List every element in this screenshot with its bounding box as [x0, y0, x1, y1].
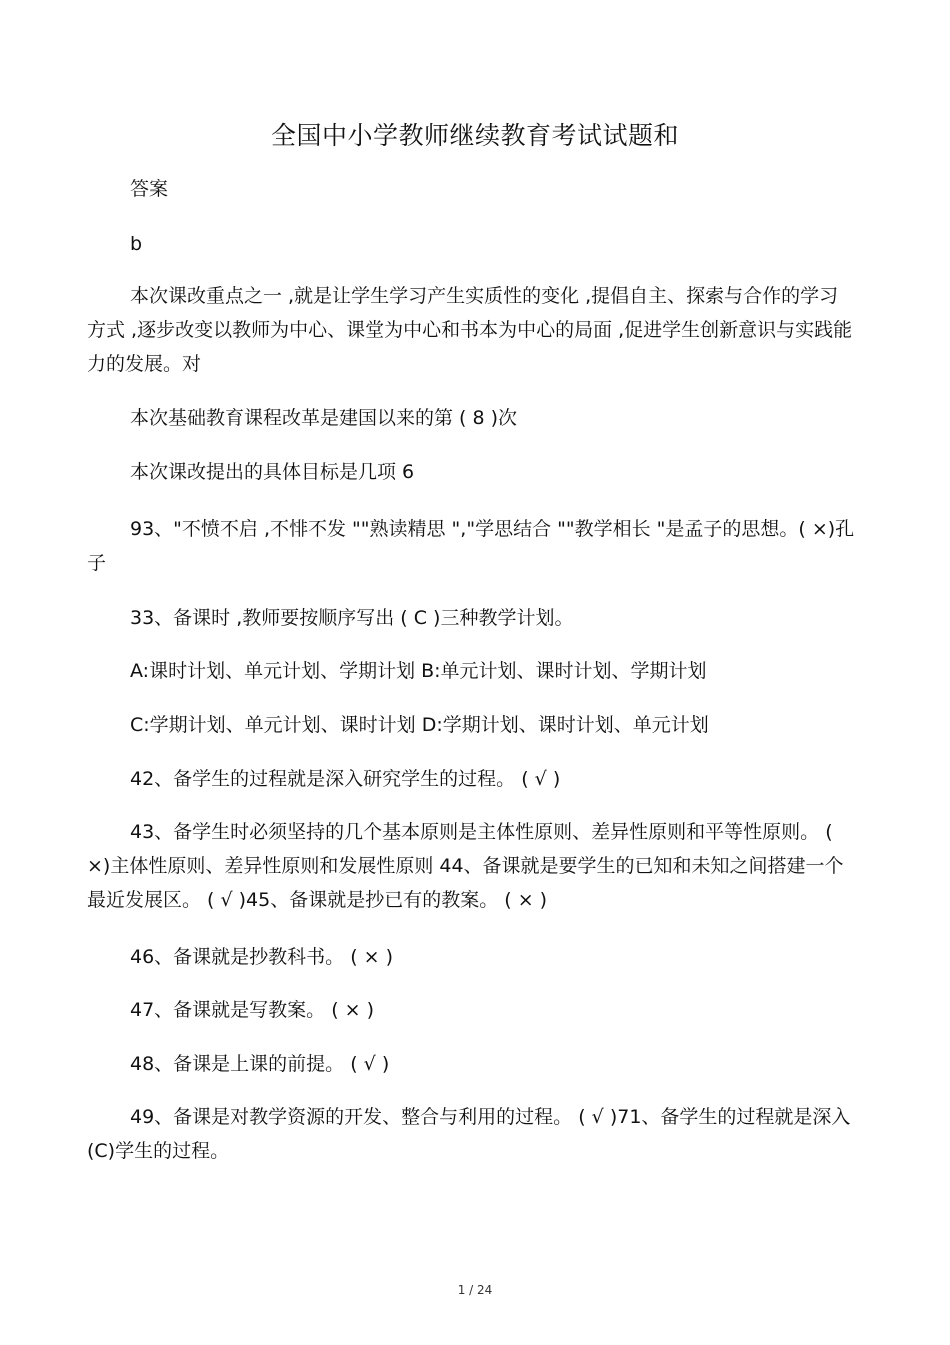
paragraph-curriculum-reform: 本次课改重点之一 ,就是让学生学习产生实质性的变化 ,提倡自主、探索与合作的学习方式 ,逐步改变以教师为中心、课堂为中心和书本为中心的局面 ,促进学生创新意识与实践能力的发展。对 — [87, 285, 853, 375]
document-subtitle: 答案 — [130, 178, 169, 200]
paragraph-question-47: 47、备课就是写教案。 ( × ) — [130, 999, 375, 1021]
document-title: 全国中小学教师继续教育考试试题和 — [270, 121, 679, 150]
paragraph-reform-count: 本次基础教育课程改革是建国以来的第 ( 8 )次 — [130, 407, 518, 429]
paragraph-question-93: 93、"不愤不启 ,不悱不发 ""熟读精思 ","学思结合 ""教学相长 "是孟子的思想。( ×)孔子 — [87, 518, 855, 574]
page-indicator: 1 / 24 — [457, 1283, 493, 1297]
paragraph-question-48: 48、备课是上课的前提。 ( √ ) — [130, 1053, 390, 1075]
paragraph-questions-49-71: 49、备课是对教学资源的开发、整合与利用的过程。 ( √ )71、备学生的过程就是深入 (C)学生的过程。 — [87, 1106, 851, 1162]
question-33-options-ab: A:课时计划、单元计划、学期计划 B:单元计划、课时计划、学期计划 — [130, 660, 707, 682]
paragraph-question-42: 42、备学生的过程就是深入研究学生的过程。 ( √ ) — [130, 768, 561, 790]
question-33-options-cd: C:学期计划、单元计划、课时计划 D:学期计划、课时计划、单元计划 — [130, 714, 709, 736]
paragraph-questions-43-45: 43、备学生时必须坚持的几个基本原则是主体性原则、差异性原则和平等性原则。 ( ×)主体性原则、差异性原则和发展性原则 44、备课就是要学生的已知和未知之间搭建一个最近发展区。 ( √ )45、备课就是抄已有的教案。 ( × ) — [87, 821, 844, 911]
marker-text: b — [130, 233, 143, 255]
paragraph-question-46: 46、备课就是抄教科书。 ( × ) — [130, 946, 394, 968]
paragraph-reform-goals: 本次课改提出的具体目标是几项 6 — [130, 461, 415, 483]
paragraph-question-33: 33、备课时 ,教师要按顺序写出 ( C )三种教学计划。 — [130, 607, 574, 629]
